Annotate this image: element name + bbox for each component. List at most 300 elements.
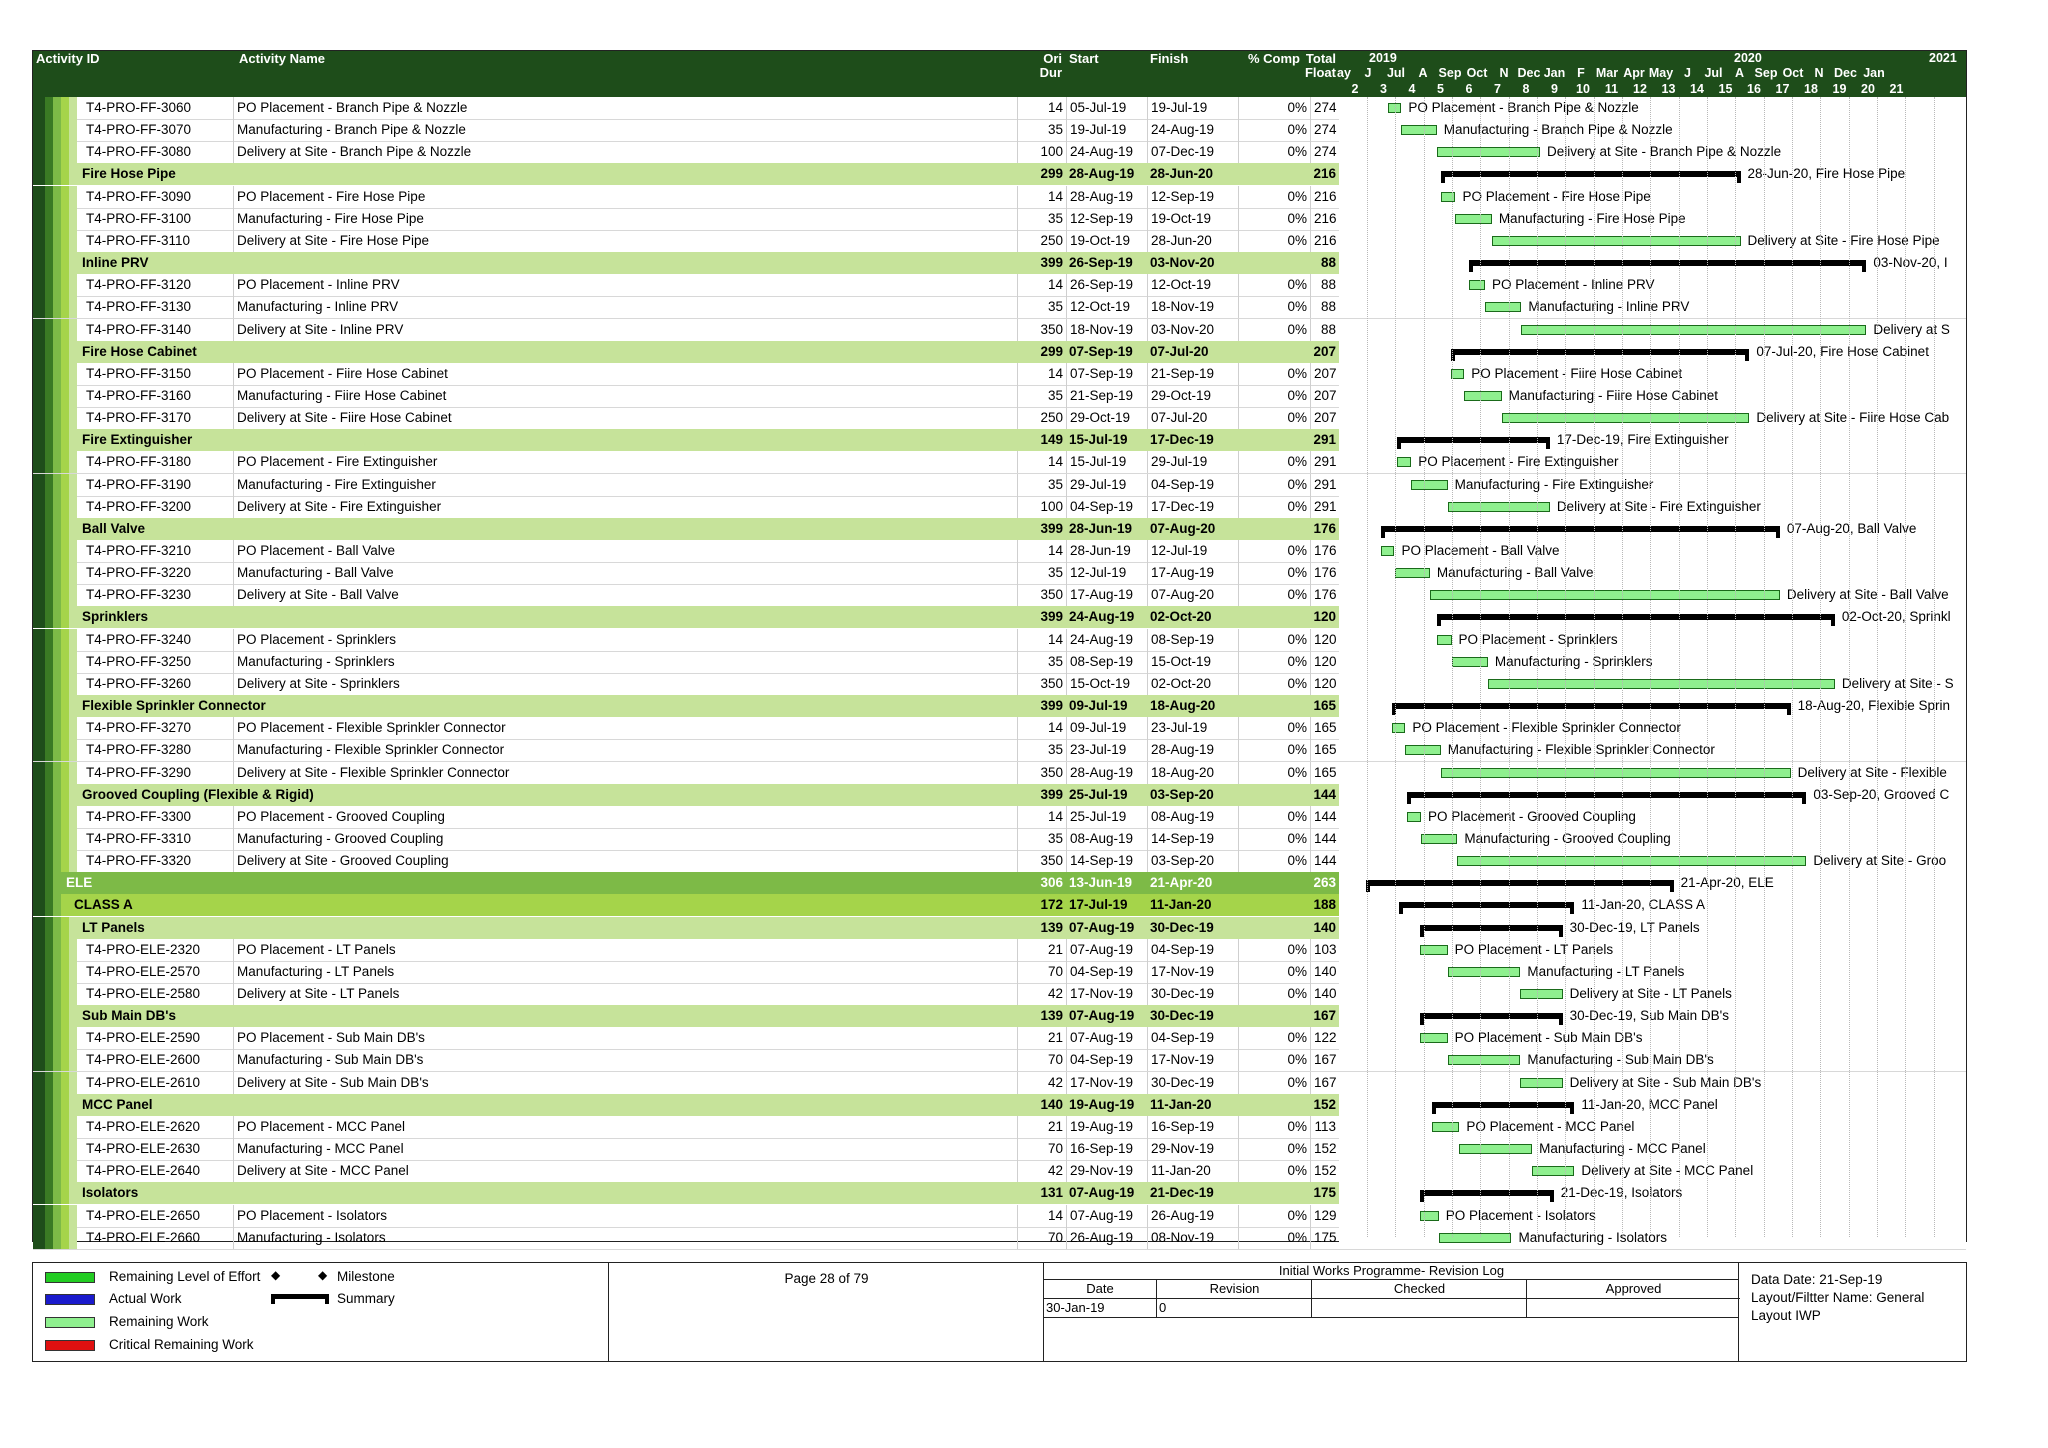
wbs-indent-strip <box>61 540 69 562</box>
activity-row[interactable] <box>33 806 1966 829</box>
finish-date-cell: 11-Jan-20 <box>1150 897 1212 913</box>
activity-row[interactable] <box>33 1205 1966 1228</box>
activity-row[interactable] <box>33 208 1966 231</box>
timeline-month: J <box>1684 66 1691 80</box>
summary-bar[interactable] <box>1366 880 1674 886</box>
timeline-lane <box>1339 474 1966 496</box>
wbs-name-cell: MCC Panel <box>82 1096 153 1112</box>
pct-complete-cell: 0% <box>1238 584 1310 606</box>
wbs-name-cell: Ball Valve <box>82 520 146 536</box>
wbs-indent-strip <box>45 629 53 651</box>
orig-duration-cell: 100 <box>1017 141 1066 163</box>
activity-row[interactable] <box>33 1116 1966 1139</box>
activity-row[interactable] <box>33 230 1966 253</box>
orig-duration-cell: 140 <box>1040 1096 1063 1112</box>
pct-complete-cell: 0% <box>1238 474 1310 496</box>
pct-complete-cell: 0% <box>1238 762 1310 784</box>
revlog-header-revision: Revision <box>1156 1280 1312 1299</box>
wbs-indent-strip <box>45 695 53 717</box>
remaining-work-bar[interactable] <box>1532 1166 1574 1176</box>
bar-label: 21-Dec-19, Isolators <box>1560 1185 1683 1201</box>
wbs-summary-row[interactable] <box>33 606 1966 628</box>
summary-bar[interactable] <box>1420 925 1563 931</box>
finish-date-cell: 16-Sep-19 <box>1147 1116 1238 1138</box>
wbs-indent-strip <box>53 252 61 274</box>
finish-date-cell: 21-Apr-20 <box>1150 875 1213 891</box>
finish-date-cell: 11-Jan-20 <box>1150 1096 1212 1112</box>
pct-complete-cell: 0% <box>1238 230 1310 252</box>
start-date-cell: 09-Jul-19 <box>1069 698 1128 714</box>
activity-row[interactable] <box>33 651 1966 674</box>
wbs-indent-strip <box>61 961 69 983</box>
wbs-indent-strip <box>69 274 77 296</box>
start-date-cell: 08-Sep-19 <box>1066 651 1147 673</box>
start-date-cell: 29-Jul-19 <box>1066 474 1147 496</box>
summary-bar[interactable] <box>1420 1190 1554 1196</box>
activity-row[interactable] <box>33 1227 1966 1250</box>
bar-label: Delivery at Site - MCC Panel <box>1581 1163 1754 1179</box>
timeline-lane <box>1339 518 1966 540</box>
timeline-month: Oct <box>1466 66 1488 80</box>
summary-bar[interactable] <box>1399 902 1574 908</box>
summary-bar[interactable] <box>1451 349 1750 355</box>
activity-row[interactable] <box>33 1049 1966 1072</box>
finish-date-cell: 17-Aug-19 <box>1147 562 1238 584</box>
activity-row[interactable] <box>33 274 1966 297</box>
header-activity-id[interactable]: Activity ID <box>36 51 100 66</box>
remaining-work-bar[interactable] <box>1521 325 1866 335</box>
orig-duration-cell: 306 <box>1040 875 1063 891</box>
activity-name-cell: Manufacturing - Inline PRV <box>233 296 1017 318</box>
header-pct-complete[interactable]: % Comp <box>1248 51 1300 66</box>
wbs-summary-row[interactable] <box>33 1182 1966 1204</box>
activity-row[interactable] <box>33 474 1966 497</box>
wbs-indent-strip <box>53 717 61 739</box>
timeline-lane <box>1339 1205 1966 1227</box>
wbs-indent-strip <box>61 584 69 606</box>
wbs-indent-strip <box>33 1049 45 1071</box>
timeline-week: 3 <box>1380 82 1387 96</box>
bar-label: 11-Jan-20, CLASS A <box>1581 897 1705 913</box>
milestone-icon: ◆ <box>271 1268 281 1282</box>
wbs-indent-strip <box>53 274 61 296</box>
wbs-indent-strip <box>45 341 53 363</box>
total-float-cell: 207 <box>1313 343 1336 359</box>
finish-date-cell: 18-Aug-20 <box>1150 698 1216 714</box>
start-date-cell: 26-Sep-19 <box>1069 255 1133 271</box>
wbs-summary-row[interactable] <box>33 894 1966 916</box>
timeline-gridline <box>1622 97 1623 1237</box>
wbs-indent-strip <box>53 208 61 230</box>
wbs-indent-strip <box>69 739 77 761</box>
bar-label: Manufacturing - LT Panels <box>1527 963 1685 979</box>
finish-date-cell: 03-Sep-20 <box>1147 850 1238 872</box>
summary-bar[interactable] <box>1441 171 1741 177</box>
wbs-summary-row[interactable] <box>33 1005 1966 1027</box>
start-date-cell: 29-Nov-19 <box>1066 1160 1147 1182</box>
summary-bar[interactable] <box>1397 437 1549 443</box>
timeline-month: Jan <box>1543 66 1566 80</box>
remaining-work-bar[interactable] <box>1459 1144 1532 1154</box>
summary-bar[interactable] <box>1407 792 1806 798</box>
wbs-indent-strip <box>69 961 77 983</box>
summary-bar[interactable] <box>1381 526 1780 532</box>
total-float-cell: 216 <box>1310 230 1339 252</box>
activity-row[interactable] <box>33 717 1966 740</box>
wbs-indent-strip <box>61 1138 69 1160</box>
activity-row[interactable] <box>33 540 1966 563</box>
wbs-summary-row[interactable] <box>33 784 1966 806</box>
activity-row[interactable] <box>33 296 1966 319</box>
wbs-indent-strip <box>53 496 61 518</box>
total-float-cell: 144 <box>1313 786 1336 802</box>
activity-row[interactable] <box>33 319 1966 342</box>
wbs-indent-strip <box>45 296 53 318</box>
timeline-week: 17 <box>1775 82 1790 96</box>
activity-name-cell: Manufacturing - Sub Main DB's <box>233 1049 1017 1071</box>
wbs-summary-row[interactable] <box>33 872 1966 894</box>
activity-name-cell: Manufacturing - Fiire Hose Cabinet <box>233 385 1017 407</box>
pct-complete-cell: 0% <box>1238 186 1310 208</box>
header-activity-name[interactable]: Activity Name <box>239 51 325 66</box>
layout-filter-name: Layout/Filtter Name: General <box>1751 1290 1925 1305</box>
remaining-work-bar[interactable] <box>1441 192 1456 202</box>
wbs-indent-strip <box>45 1182 53 1204</box>
timeline-month: J <box>1364 66 1372 80</box>
activity-id-cell: T4-PRO-ELE-2640 <box>86 1163 201 1179</box>
activity-row[interactable] <box>33 186 1966 209</box>
remaining-work-bar[interactable] <box>1392 723 1406 733</box>
wbs-indent-strip <box>53 1182 61 1204</box>
wbs-summary-row[interactable] <box>33 695 1966 717</box>
summary-bar[interactable] <box>1437 614 1835 620</box>
total-float-cell: 291 <box>1310 496 1339 518</box>
activity-row[interactable] <box>33 828 1966 851</box>
timeline-week: 9 <box>1551 82 1558 96</box>
header-orig-dur[interactable]: Ori Dur <box>1039 51 1062 80</box>
remaining-work-bar[interactable] <box>1437 635 1452 645</box>
wbs-indent-strip <box>61 319 69 341</box>
finish-date-cell: 30-Dec-19 <box>1147 983 1238 1005</box>
activity-row[interactable] <box>33 1072 1966 1095</box>
wbs-indent-strip <box>53 363 61 385</box>
total-float-cell: 88 <box>1310 296 1339 318</box>
orig-duration-cell: 139 <box>1040 1008 1063 1024</box>
activity-id-cell: T4-PRO-ELE-2590 <box>86 1030 201 1046</box>
summary-bar[interactable] <box>1420 1013 1563 1019</box>
wbs-indent-strip <box>33 584 45 606</box>
timeline-lane <box>1339 163 1966 185</box>
wbs-indent-strip <box>53 784 61 806</box>
remaining-work-bar[interactable] <box>1439 1233 1512 1243</box>
wbs-indent-strip <box>61 1205 69 1227</box>
remaining-work-bar[interactable] <box>1485 302 1521 312</box>
activity-row[interactable] <box>33 939 1966 962</box>
start-date-cell: 15-Jul-19 <box>1066 451 1147 473</box>
remaining-work-bar[interactable] <box>1464 391 1501 401</box>
wbs-indent-strip <box>45 894 53 916</box>
wbs-indent-strip <box>53 385 61 407</box>
remaining-work-bar[interactable] <box>1448 502 1550 512</box>
wbs-indent-strip <box>61 784 69 806</box>
orig-duration-cell: 42 <box>1017 1160 1066 1182</box>
start-date-cell: 04-Sep-19 <box>1066 496 1147 518</box>
timeline-lane <box>1339 584 1966 606</box>
total-float-cell: 103 <box>1310 939 1339 961</box>
remaining-work-bar[interactable] <box>1492 236 1741 246</box>
start-date-cell: 28-Jun-19 <box>1069 520 1133 536</box>
wbs-summary-row[interactable] <box>33 917 1966 939</box>
wbs-indent-strip <box>69 1205 77 1227</box>
finish-date-cell: 07-Dec-19 <box>1147 141 1238 163</box>
remaining-work-bar[interactable] <box>1411 480 1447 490</box>
wbs-indent-strip <box>33 1227 45 1249</box>
wbs-indent-strip <box>53 230 61 252</box>
activity-name-cell: Manufacturing - Flexible Sprinkler Connector <box>233 739 1017 761</box>
wbs-name-cell: Grooved Coupling (Flexible & Rigid) <box>82 786 314 802</box>
timeline-lane <box>1339 341 1966 363</box>
activity-row[interactable] <box>33 850 1966 873</box>
activity-id-cell: T4-PRO-ELE-2650 <box>86 1207 201 1223</box>
remaining-work-bar[interactable] <box>1488 679 1835 689</box>
bar-label: Manufacturing - Ball Valve <box>1436 565 1594 581</box>
start-date-cell: 19-Aug-19 <box>1069 1096 1135 1112</box>
activity-row[interactable] <box>33 1160 1966 1183</box>
milestone-icon: ◆ <box>318 1268 328 1282</box>
start-date-cell: 28-Jun-19 <box>1066 540 1147 562</box>
summary-icon-left-cap <box>271 1294 275 1304</box>
summary-bar[interactable] <box>1469 260 1866 266</box>
activity-row[interactable] <box>33 762 1966 785</box>
activity-id-cell: T4-PRO-FF-3210 <box>86 543 192 558</box>
bar-label: 02-Oct-20, Sprinkl <box>1841 609 1951 625</box>
bar-label: PO Placement - Branch Pipe & Nozzle <box>1408 100 1639 115</box>
pct-complete-cell: 0% <box>1238 296 1310 318</box>
orig-duration-cell: 14 <box>1017 717 1066 739</box>
finish-date-cell: 17-Nov-19 <box>1147 961 1238 983</box>
activity-row[interactable] <box>33 407 1966 430</box>
bar-label: Delivery at Site - Fire Extinguisher <box>1556 498 1761 514</box>
activity-row[interactable] <box>33 119 1966 142</box>
wbs-summary-row[interactable] <box>33 1094 1966 1116</box>
wbs-indent-strip <box>61 385 69 407</box>
activity-name-cell: PO Placement - LT Panels <box>233 939 1017 961</box>
bar-label: PO Placement - Grooved Coupling <box>1428 808 1636 824</box>
remaining-work-bar[interactable] <box>1520 989 1562 999</box>
activity-row[interactable] <box>33 97 1966 120</box>
activity-row[interactable] <box>33 1138 1966 1161</box>
orig-duration-cell: 299 <box>1040 343 1063 359</box>
wbs-summary-row[interactable] <box>33 429 1966 451</box>
timeline-gridline <box>1367 97 1368 1237</box>
wbs-indent-strip <box>69 806 77 828</box>
wbs-indent-strip <box>69 1027 77 1049</box>
wbs-indent-strip <box>45 1094 53 1116</box>
timeline-week: 8 <box>1522 82 1530 96</box>
remaining-work-bar[interactable] <box>1381 546 1395 556</box>
revision-log-title: Initial Works Programme- Revision Log <box>1044 1263 1739 1280</box>
wbs-indent-strip <box>33 407 45 429</box>
total-float-cell: 152 <box>1310 1138 1339 1160</box>
header-finish[interactable]: Finish <box>1150 51 1189 66</box>
wbs-indent-strip <box>53 119 61 141</box>
activity-id-cell: T4-PRO-ELE-2600 <box>86 1052 201 1068</box>
activity-row[interactable] <box>33 141 1966 164</box>
bar-label: Manufacturing - Fire Extinguisher <box>1454 476 1654 492</box>
timeline-year: 2019 <box>1369 51 1397 65</box>
gantt-frame <box>32 50 1967 1245</box>
remaining-work-bar[interactable] <box>1430 590 1780 600</box>
header-start[interactable]: Start <box>1069 51 1099 66</box>
activity-row[interactable] <box>33 629 1966 652</box>
remaining-work-bar[interactable] <box>1420 1211 1439 1221</box>
pct-complete-cell: 0% <box>1238 828 1310 850</box>
total-float-cell: 120 <box>1310 629 1339 651</box>
bar-label: 17-Dec-19, Fire Extinguisher <box>1556 432 1729 448</box>
wbs-indent-strip <box>45 474 53 496</box>
activity-id-cell: T4-PRO-ELE-2570 <box>86 963 201 979</box>
wbs-indent-strip <box>45 451 53 473</box>
activity-name-cell: Delivery at Site - Grooved Coupling <box>233 850 1017 872</box>
orig-duration-cell: 35 <box>1017 474 1066 496</box>
start-date-cell: 12-Sep-19 <box>1066 208 1147 230</box>
activity-id-cell: T4-PRO-FF-3200 <box>86 498 192 514</box>
summary-bar[interactable] <box>1432 1102 1575 1108</box>
revlog-approved <box>1526 1299 1740 1317</box>
activity-name-cell: Delivery at Site - Flexible Sprinkler Connector <box>233 762 1017 784</box>
wbs-indent-strip <box>61 1182 69 1204</box>
pct-complete-cell: 0% <box>1238 274 1310 296</box>
wbs-indent-strip <box>69 496 77 518</box>
wbs-summary-row[interactable] <box>33 163 1966 185</box>
wbs-indent-strip <box>33 606 45 628</box>
finish-date-cell: 21-Sep-19 <box>1147 363 1238 385</box>
remaining-work-bar[interactable] <box>1432 1122 1460 1132</box>
remaining-work-bar[interactable] <box>1502 413 1750 423</box>
timeline-lane <box>1339 917 1966 939</box>
wbs-indent-strip <box>69 651 77 673</box>
activity-name-cell: Delivery at Site - Fire Extinguisher <box>233 496 1017 518</box>
wbs-indent-strip <box>45 429 53 451</box>
wbs-indent-strip <box>69 1116 77 1138</box>
total-float-cell: 120 <box>1310 651 1339 673</box>
activity-name-cell: Delivery at Site - LT Panels <box>233 983 1017 1005</box>
finish-date-cell: 03-Nov-20 <box>1147 319 1238 341</box>
pct-complete-cell: 0% <box>1238 983 1310 1005</box>
activity-id-cell: T4-PRO-FF-3180 <box>86 454 192 470</box>
finish-date-cell: 04-Sep-19 <box>1147 939 1238 961</box>
timeline-lane <box>1339 1138 1966 1160</box>
timeline-lane <box>1339 1027 1966 1049</box>
timeline-month: ay <box>1337 66 1351 80</box>
finish-date-cell: 30-Dec-19 <box>1150 1008 1214 1024</box>
activity-row[interactable] <box>33 385 1966 408</box>
wbs-indent-strip <box>33 872 45 894</box>
activity-row[interactable] <box>33 961 1966 984</box>
remaining-work-bar[interactable] <box>1401 125 1436 135</box>
remaining-work-bar[interactable] <box>1452 657 1488 667</box>
bar-label: PO Placement - Fire Extinguisher <box>1418 454 1619 470</box>
wbs-indent-strip <box>61 451 69 473</box>
total-float-cell: 165 <box>1310 739 1339 761</box>
timeline-year: 2021 <box>1929 51 1957 65</box>
header-total-float[interactable]: Total Float <box>1304 51 1336 80</box>
remaining-work-bar[interactable] <box>1469 280 1485 290</box>
timeline-month: Sep <box>1438 66 1462 80</box>
wbs-summary-row[interactable] <box>33 518 1966 540</box>
activity-row[interactable] <box>33 363 1966 386</box>
wbs-indent-strip <box>45 762 53 784</box>
wbs-indent-strip <box>33 1005 45 1027</box>
wbs-indent-strip <box>61 1072 69 1094</box>
timeline-lane <box>1339 230 1966 252</box>
timeline-lane <box>1339 296 1966 318</box>
bar-label: Manufacturing - Grooved Coupling <box>1464 830 1671 846</box>
wbs-summary-row[interactable] <box>33 341 1966 363</box>
wbs-indent-strip <box>69 119 77 141</box>
timeline-lane <box>1339 939 1966 961</box>
timeline-week: 4 <box>1408 82 1416 96</box>
activity-row[interactable] <box>33 983 1966 1006</box>
activity-id-cell: T4-PRO-FF-3190 <box>86 476 192 492</box>
orig-duration-cell: 14 <box>1017 540 1066 562</box>
activity-row[interactable] <box>33 496 1966 519</box>
remaining-work-bar[interactable] <box>1397 457 1411 467</box>
remaining-work-bar[interactable] <box>1455 214 1491 224</box>
timeline-gridline <box>1509 97 1510 1237</box>
activity-row[interactable] <box>33 584 1966 607</box>
start-date-cell: 12-Jul-19 <box>1066 562 1147 584</box>
activity-row[interactable] <box>33 451 1966 474</box>
orig-duration-cell: 35 <box>1017 828 1066 850</box>
orig-duration-cell: 42 <box>1017 1072 1066 1094</box>
wbs-indent-strip <box>45 1116 53 1138</box>
timeline-header <box>1339 51 1966 97</box>
timeline-gridline <box>1650 97 1651 1237</box>
orig-duration-cell: 35 <box>1017 208 1066 230</box>
start-date-cell: 14-Sep-19 <box>1066 850 1147 872</box>
pct-complete-cell: 0% <box>1238 451 1310 473</box>
bar-label: PO Placement - Isolators <box>1445 1207 1596 1223</box>
total-float-cell: 120 <box>1310 673 1339 695</box>
total-float-cell: 129 <box>1310 1205 1339 1227</box>
summary-icon-right-cap <box>325 1294 329 1304</box>
revision-log <box>1043 1263 1739 1361</box>
timeline-lane <box>1339 496 1966 518</box>
remaining-work-bar[interactable] <box>1405 745 1440 755</box>
wbs-indent-strip <box>45 1227 53 1249</box>
timeline-gridline <box>1792 97 1793 1237</box>
finish-date-cell: 07-Jul-20 <box>1150 343 1209 359</box>
remaining-work-bar[interactable] <box>1520 1078 1562 1088</box>
activity-row[interactable] <box>33 1027 1966 1050</box>
wbs-summary-row[interactable] <box>33 252 1966 274</box>
wbs-indent-strip <box>69 1138 77 1160</box>
wbs-indent-strip <box>53 762 61 784</box>
activity-row[interactable] <box>33 562 1966 585</box>
bar-label: 21-Apr-20, ELE <box>1680 875 1774 891</box>
legend-loe-label: Remaining Level of Effort <box>109 1269 261 1284</box>
activity-row[interactable] <box>33 673 1966 696</box>
timeline-lane <box>1339 1005 1966 1027</box>
remaining-work-bar[interactable] <box>1407 812 1421 822</box>
bar-label: PO Placement - Fiire Hose Cabinet <box>1471 365 1683 381</box>
activity-row[interactable] <box>33 739 1966 762</box>
wbs-indent-strip <box>69 983 77 1005</box>
bar-label: PO Placement - Sprinklers <box>1458 631 1618 647</box>
finish-date-cell: 08-Sep-19 <box>1147 629 1238 651</box>
remaining-work-bar[interactable] <box>1441 768 1791 778</box>
